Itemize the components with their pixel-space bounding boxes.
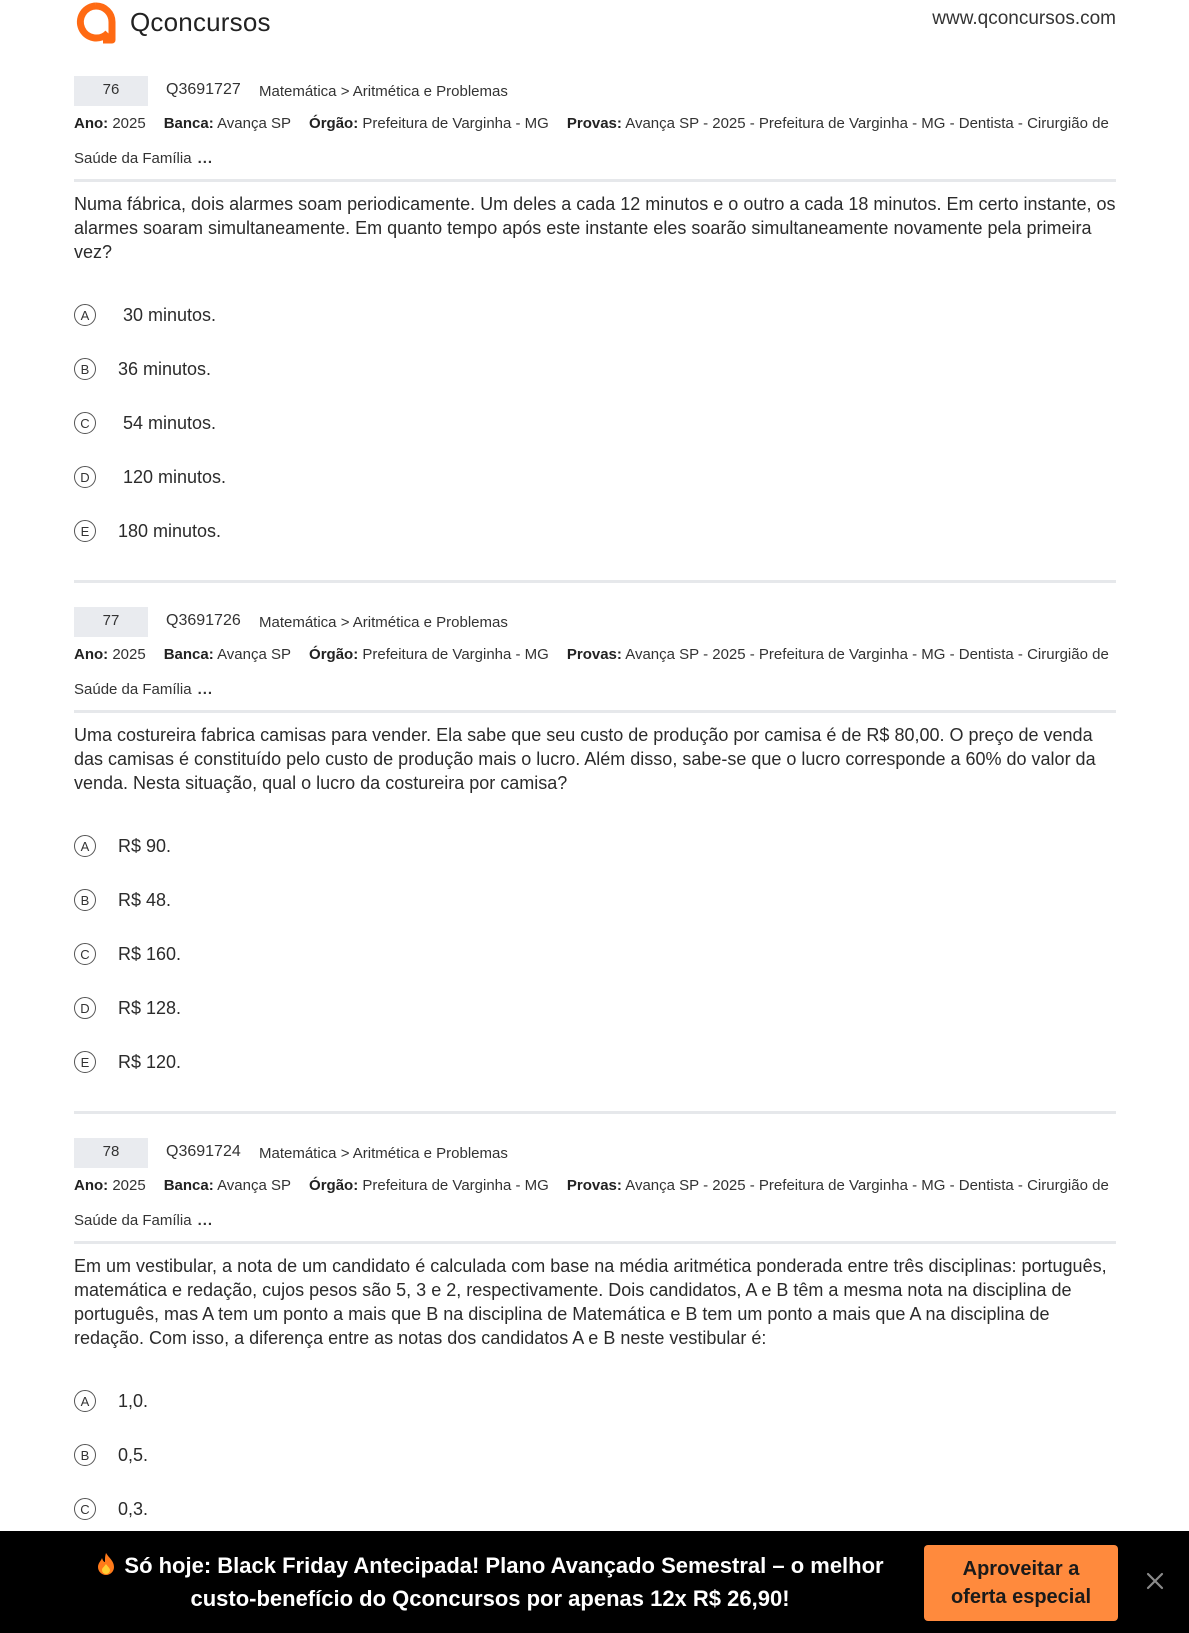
provas-label: Provas: — [566, 1177, 622, 1194]
option-a[interactable] — [74, 1374, 1116, 1428]
question-number: 76 — [74, 76, 148, 106]
option-d[interactable] — [74, 450, 1116, 504]
option-b[interactable] — [74, 342, 1116, 396]
question-subject[interactable]: Matemática > Aritmética e Problemas — [259, 83, 508, 100]
orgao-value: Prefeitura de Varginha - MG — [362, 646, 549, 663]
options-list — [74, 288, 1116, 558]
option-letter: A — [74, 835, 96, 857]
option-e[interactable] — [74, 504, 1116, 558]
provas-label: Provas: — [566, 115, 622, 132]
banca-value: Avança SP — [217, 115, 292, 132]
option-e[interactable] — [74, 1035, 1116, 1089]
offer-button[interactable] — [924, 1545, 1118, 1621]
question-id[interactable]: Q3691724 — [166, 1143, 241, 1160]
ano-label: Ano: — [74, 1177, 109, 1194]
option-letter: B — [74, 1444, 96, 1466]
question-number: 78 — [74, 1138, 148, 1168]
option-text: 180 minutos. — [118, 520, 222, 541]
option-letter: D — [74, 466, 96, 488]
option-letter: C — [74, 1498, 96, 1520]
ano-value: 2025 — [112, 115, 146, 132]
banca-label: Banca: — [163, 115, 214, 132]
option-text: R$ 120. — [118, 1051, 182, 1072]
qconcursos-logo-icon — [74, 0, 118, 44]
option-text: R$ 90. — [118, 835, 172, 856]
separator — [74, 179, 1116, 182]
option-text: 0,5. — [118, 1444, 149, 1465]
option-letter: B — [74, 358, 96, 380]
option-b[interactable] — [74, 1428, 1116, 1482]
banca-value: Avança SP — [217, 646, 292, 663]
question-subject[interactable]: Matemática > Aritmética e Problemas — [259, 1145, 508, 1162]
options-list — [74, 1374, 1116, 1536]
option-letter: A — [74, 304, 96, 326]
option-letter: D — [74, 997, 96, 1019]
orgao-value: Prefeitura de Varginha - MG — [362, 1177, 549, 1194]
option-letter: A — [74, 1390, 96, 1412]
option-c[interactable] — [74, 1482, 1116, 1536]
option-text: R$ 48. — [118, 889, 172, 910]
banca-label: Banca: — [163, 1177, 214, 1194]
options-list — [74, 819, 1116, 1089]
question-number: 77 — [74, 607, 148, 637]
provas-value: Avança SP - 2025 - Prefeitura de Varginha - MG - Dentista - Cirurgião de Saúde da Família — [74, 646, 1109, 698]
option-text: R$ 160. — [118, 943, 182, 964]
option-text: 120 minutos. — [118, 466, 227, 487]
more-button[interactable]: ... — [197, 681, 214, 698]
provas-value: Avança SP - 2025 - Prefeitura de Varginha - MG - Dentista - Cirurgião de Saúde da Família — [74, 1177, 1109, 1229]
page-header — [74, 0, 1116, 48]
option-letter: E — [74, 1051, 96, 1073]
option-c[interactable] — [74, 927, 1116, 981]
offer-button-label: Aproveitar a oferta especial — [950, 1558, 1092, 1608]
option-text: 30 minutos. — [118, 304, 217, 325]
ano-label: Ano: — [74, 646, 109, 663]
fire-icon — [96, 1552, 116, 1576]
option-letter: B — [74, 889, 96, 911]
more-button[interactable]: ... — [197, 1212, 214, 1229]
option-a[interactable] — [74, 819, 1116, 873]
question-card — [74, 1138, 1116, 1536]
separator — [74, 710, 1116, 713]
option-d[interactable] — [74, 981, 1116, 1035]
ano-value: 2025 — [112, 1177, 146, 1194]
option-text: R$ 128. — [118, 997, 182, 1018]
option-letter: C — [74, 412, 96, 434]
ano-value: 2025 — [112, 646, 146, 663]
question-text: Numa fábrica, dois alarmes soam periodicamente. Um deles a cada 12 minutos e o outro a cada 18 minutos. Em certo instante, os alarmes soaram simultaneamente. Em quanto tempo após este instante eles soarão simultaneamente novamente pela primeira vez? — [74, 194, 1116, 262]
question-text: Em um vestibular, a nota de um candidato é calculada com base na média aritmética ponderada entre três disciplinas: português, matemática e redação, cujos pesos são 5, 3 e 2, respectivamente. Dois candidatos, A e B têm a mesma nota na disciplina de português, mas A tem um ponto a mais que B na disciplina de Matemática e B tem um ponto a mais que A na disciplina de redação. Com isso, a diferença entre as notas dos candidatos A e B neste vestibular é: — [74, 1256, 1107, 1348]
more-button[interactable]: ... — [197, 150, 214, 167]
question-divider — [74, 1111, 1116, 1114]
orgao-value: Prefeitura de Varginha - MG — [362, 115, 549, 132]
banca-label: Banca: — [163, 646, 214, 663]
promo-banner — [0, 1531, 1189, 1633]
option-c[interactable] — [74, 396, 1116, 450]
question-info — [74, 637, 1116, 707]
option-letter: C — [74, 943, 96, 965]
separator — [74, 1241, 1116, 1244]
ano-label: Ano: — [74, 115, 109, 132]
question-info — [74, 106, 1116, 176]
banner-message — [80, 1549, 900, 1615]
question-id[interactable]: Q3691726 — [166, 612, 241, 629]
option-letter: E — [74, 520, 96, 542]
site-url: www.qconcursos.com — [932, 8, 1116, 29]
banca-value: Avança SP — [217, 1177, 292, 1194]
close-icon[interactable] — [1143, 1569, 1167, 1593]
orgao-label: Órgão: — [309, 115, 359, 132]
option-text: 0,3. — [118, 1498, 149, 1519]
question-card — [74, 76, 1116, 558]
question-subject[interactable]: Matemática > Aritmética e Problemas — [259, 614, 508, 631]
orgao-label: Órgão: — [309, 1177, 359, 1194]
orgao-label: Órgão: — [309, 646, 359, 663]
question-id[interactable]: Q3691727 — [166, 81, 241, 98]
logo-text: Qconcursos — [130, 6, 271, 37]
option-a[interactable] — [74, 288, 1116, 342]
provas-label: Provas: — [566, 646, 622, 663]
question-divider — [74, 580, 1116, 583]
option-text: 36 minutos. — [118, 358, 212, 379]
question-card — [74, 607, 1116, 1089]
banner-text: Só hoje: Black Friday Antecipada! Plano Avançado Semestral – o melhor custo-benefício do Qconcursos por apenas 12x R$ 26,90! — [124, 1553, 884, 1611]
option-text: 1,0. — [118, 1390, 149, 1411]
logo[interactable] — [74, 0, 271, 44]
question-text: Uma costureira fabrica camisas para vender. Ela sabe que seu custo de produção por camisa é de R$ 80,00. O preço de venda das camisas é constituído pelo custo de produção mais o lucro. Além disso, sabe-se que o lucro corresponde a 60% do valor da venda. Nesta situação, qual o lucro da costureira por camisa? — [74, 725, 1096, 793]
provas-value: Avança SP - 2025 - Prefeitura de Varginha - MG - Dentista - Cirurgião de Saúde da Família — [74, 115, 1109, 167]
option-text: 54 minutos. — [118, 412, 217, 433]
option-b[interactable] — [74, 873, 1116, 927]
question-info — [74, 1168, 1116, 1238]
